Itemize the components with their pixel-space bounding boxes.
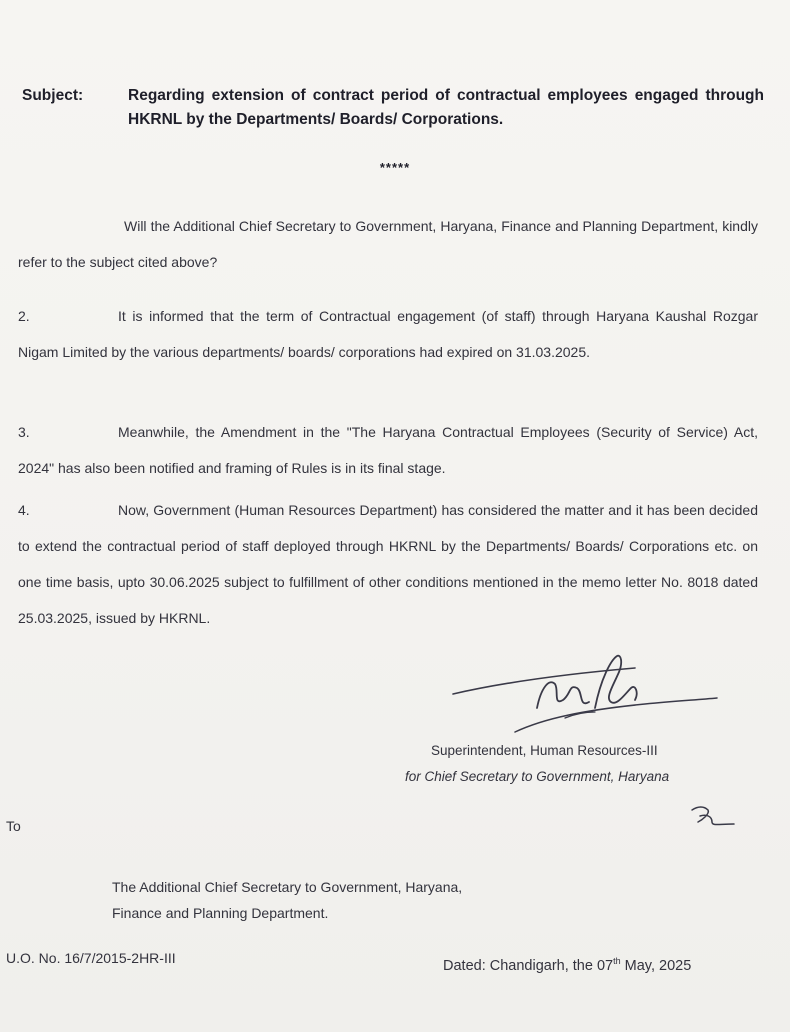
handwritten-signature bbox=[445, 648, 725, 736]
addressee-line-2: Finance and Planning Department. bbox=[112, 905, 329, 921]
paragraph-2 bbox=[18, 298, 758, 370]
signatory-on-behalf: for Chief Secretary to Government, Haryana bbox=[405, 769, 670, 784]
paragraph-1-text: Will the Additional Chief Secretary to Government, Haryana, Finance and Planning Department, kindly refer to the subject cited above? bbox=[18, 218, 758, 270]
paragraph-2-number: 2. bbox=[18, 308, 30, 324]
dated-prefix: Dated: Chandigarh, the 07 bbox=[443, 957, 614, 974]
paragraph-4 bbox=[18, 492, 758, 636]
separator-stars: ***** bbox=[379, 160, 411, 175]
dated-line bbox=[443, 956, 691, 974]
addressee-line-1: The Additional Chief Secretary to Government, Haryana, bbox=[112, 879, 463, 895]
uo-number: U.O. No. 16/7/2015-2HR-III bbox=[6, 950, 176, 966]
handwritten-initials bbox=[688, 800, 738, 830]
paragraph-4-text: Now, Government (Human Resources Department) has considered the matter and it has been decided to extend the contractual period of staff deployed through HKRNL by the Departments/ Boards/ Corporations etc. on one time basis, upto 30.06.2025 subject to fulfillment of other conditions mentioned in the memo letter No. 8018 dated 25.03.2025, issued by HKRNL. bbox=[18, 502, 758, 626]
signatory-block bbox=[405, 738, 745, 790]
signatory-designation: Superintendent, Human Resources-III bbox=[431, 743, 658, 758]
paragraph-2-text: It is informed that the term of Contractual engagement (of staff) through Haryana Kaushal Rozgar Nigam Limited by the various departments/ boards/ corporations had expired on 31.03.2025. bbox=[18, 308, 758, 360]
to-label: To bbox=[6, 818, 21, 834]
addressee-block bbox=[112, 874, 582, 926]
paragraph-1 bbox=[18, 208, 758, 280]
dated-rest: May, 2025 bbox=[620, 957, 692, 974]
paragraph-3-text: Meanwhile, the Amendment in the "The Haryana Contractual Employees (Security of Service) Act, 2024" has also been notified and framing of Rules is in its final stage. bbox=[18, 424, 758, 476]
dated-ordinal: th bbox=[613, 956, 621, 966]
subject-label: Subject: bbox=[22, 87, 84, 104]
subject-text: Regarding extension of contract period of contractual employees engaged through HKRNL by the Departments/ Boards/ Corporations. bbox=[128, 87, 764, 128]
paragraph-4-number: 4. bbox=[18, 502, 30, 518]
paragraph-3-number: 3. bbox=[18, 424, 30, 440]
paragraph-3 bbox=[18, 414, 758, 486]
